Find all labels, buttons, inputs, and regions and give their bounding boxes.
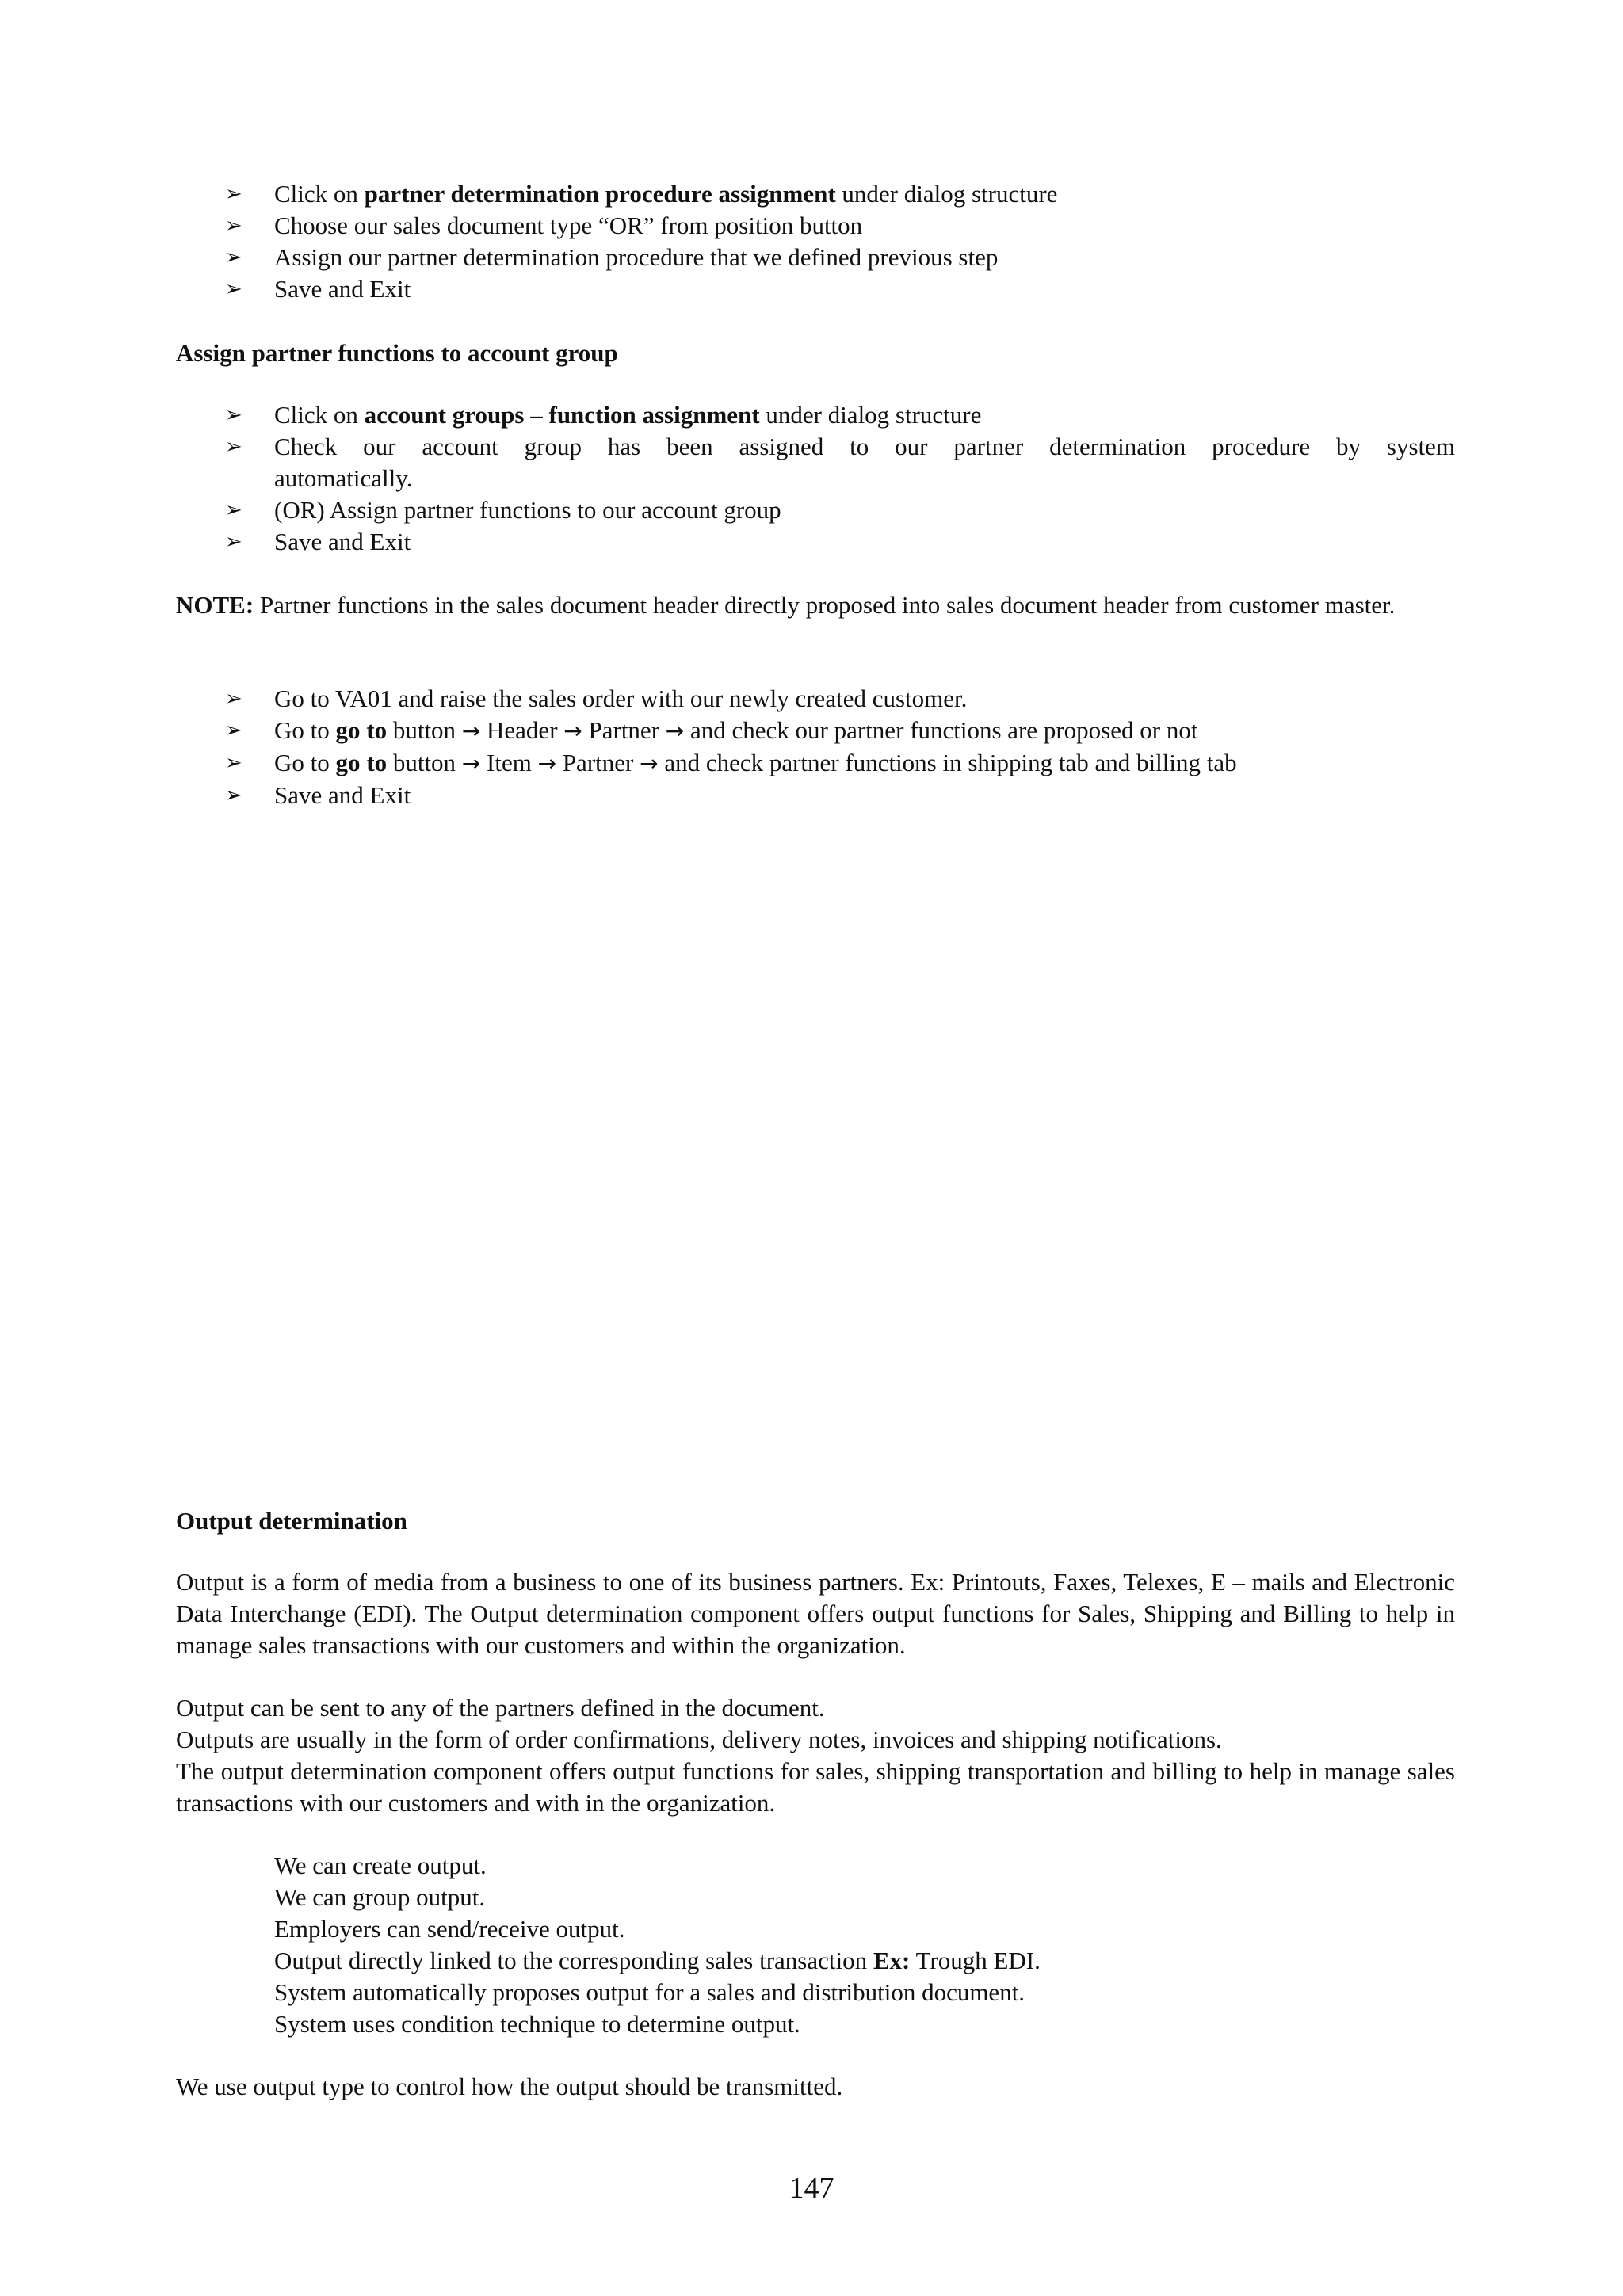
list-item: We can create output. bbox=[274, 1852, 487, 1879]
right-arrow-icon: → bbox=[665, 718, 685, 744]
right-arrow-icon: → bbox=[461, 718, 481, 744]
list-item: ➢ Choose our sales document type “OR” from position button bbox=[225, 210, 1455, 242]
arrowhead-bullet-icon: ➢ bbox=[225, 435, 242, 459]
list-item: ➢ Go to go to button → Header → Partner → and check our partner functions are proposed or not bbox=[225, 715, 1455, 747]
list-item: System automatically proposes output for a sales and distribution document. bbox=[274, 1978, 1025, 2006]
right-arrow-icon: → bbox=[537, 750, 557, 776]
right-arrow-icon: → bbox=[461, 750, 481, 776]
list-item: ➢ Assign our partner determination procedure that we defined previous step bbox=[225, 242, 1455, 273]
right-arrow-icon: → bbox=[563, 718, 582, 744]
page-number: 147 bbox=[789, 2172, 834, 2205]
list-item: ➢ Save and Exit bbox=[225, 780, 1455, 811]
arrowhead-bullet-icon: ➢ bbox=[225, 751, 242, 775]
list-item: ➢ Go to go to button → Item → Partner → and check partner functions in shipping tab and billing tab bbox=[225, 747, 1455, 780]
list-item: ➢ (OR) Assign partner functions to our account group bbox=[225, 494, 1455, 526]
partner-procedure-steps bbox=[225, 178, 1455, 305]
account-group-steps bbox=[225, 399, 1455, 558]
arrowhead-bullet-icon: ➢ bbox=[225, 403, 242, 427]
output-details-paragraph: Output can be sent to any of the partners defined in the document. Outputs are usually in the form of order confirmations, delivery notes, invoices and shipping notifications. The output determination component offers output functions for sales, shipping transportation and billing to help in manage sales transactions with our customers and with in the organization. bbox=[176, 1694, 1455, 1817]
note-paragraph: NOTE: Partner functions in the sales document header directly proposed into sales document header from customer master. bbox=[176, 591, 1396, 619]
list-item: We can group output. bbox=[274, 1883, 486, 1911]
arrowhead-bullet-icon: ➢ bbox=[225, 498, 242, 522]
list-item: Employers can send/receive output. bbox=[274, 1915, 625, 1943]
right-arrow-icon: → bbox=[640, 750, 659, 776]
list-item: ➢ Check our account group has been assigned to our partner determination procedure by system automatically. bbox=[225, 433, 1455, 492]
list-item: ➢ Save and Exit bbox=[225, 273, 1455, 305]
list-item: ➢ Click on partner determination procedure assignment under dialog structure bbox=[225, 178, 1455, 210]
section-heading-output-determination: Output determination bbox=[176, 1507, 407, 1535]
list-item: ➢ Click on account groups – function assignment under dialog structure bbox=[225, 399, 1455, 431]
list-item: System uses condition technique to determine output. bbox=[274, 2010, 800, 2038]
output-intro-paragraph: Output is a form of media from a business to one of its business partners. Ex: Printouts, Faxes, Telexes, E – mails and Electronic Data Interchange (EDI). The Output determination component offers output functions for Sales, Shipping and Billing to help in manage sales transactions with our customers and within the organization. bbox=[176, 1568, 1455, 1659]
arrowhead-bullet-icon: ➢ bbox=[225, 277, 242, 301]
va01-steps bbox=[225, 683, 1455, 811]
arrowhead-bullet-icon: ➢ bbox=[225, 784, 242, 807]
list-item: ➢ Save and Exit bbox=[225, 526, 1455, 558]
arrowhead-bullet-icon: ➢ bbox=[225, 687, 242, 711]
list-item: ➢ Go to VA01 and raise the sales order with our newly created customer. bbox=[225, 683, 1455, 715]
arrowhead-bullet-icon: ➢ bbox=[225, 719, 242, 742]
output-capabilities-list bbox=[274, 1850, 1455, 2040]
arrowhead-bullet-icon: ➢ bbox=[225, 182, 242, 206]
arrowhead-bullet-icon: ➢ bbox=[225, 246, 242, 269]
section-heading-account-group: Assign partner functions to account group bbox=[176, 339, 618, 367]
arrowhead-bullet-icon: ➢ bbox=[225, 530, 242, 554]
arrowhead-bullet-icon: ➢ bbox=[225, 214, 242, 238]
output-type-paragraph: We use output type to control how the output should be transmitted. bbox=[176, 2073, 843, 2100]
list-item: Output directly linked to the corresponding sales transaction Ex: Trough EDI. bbox=[274, 1947, 1041, 1974]
